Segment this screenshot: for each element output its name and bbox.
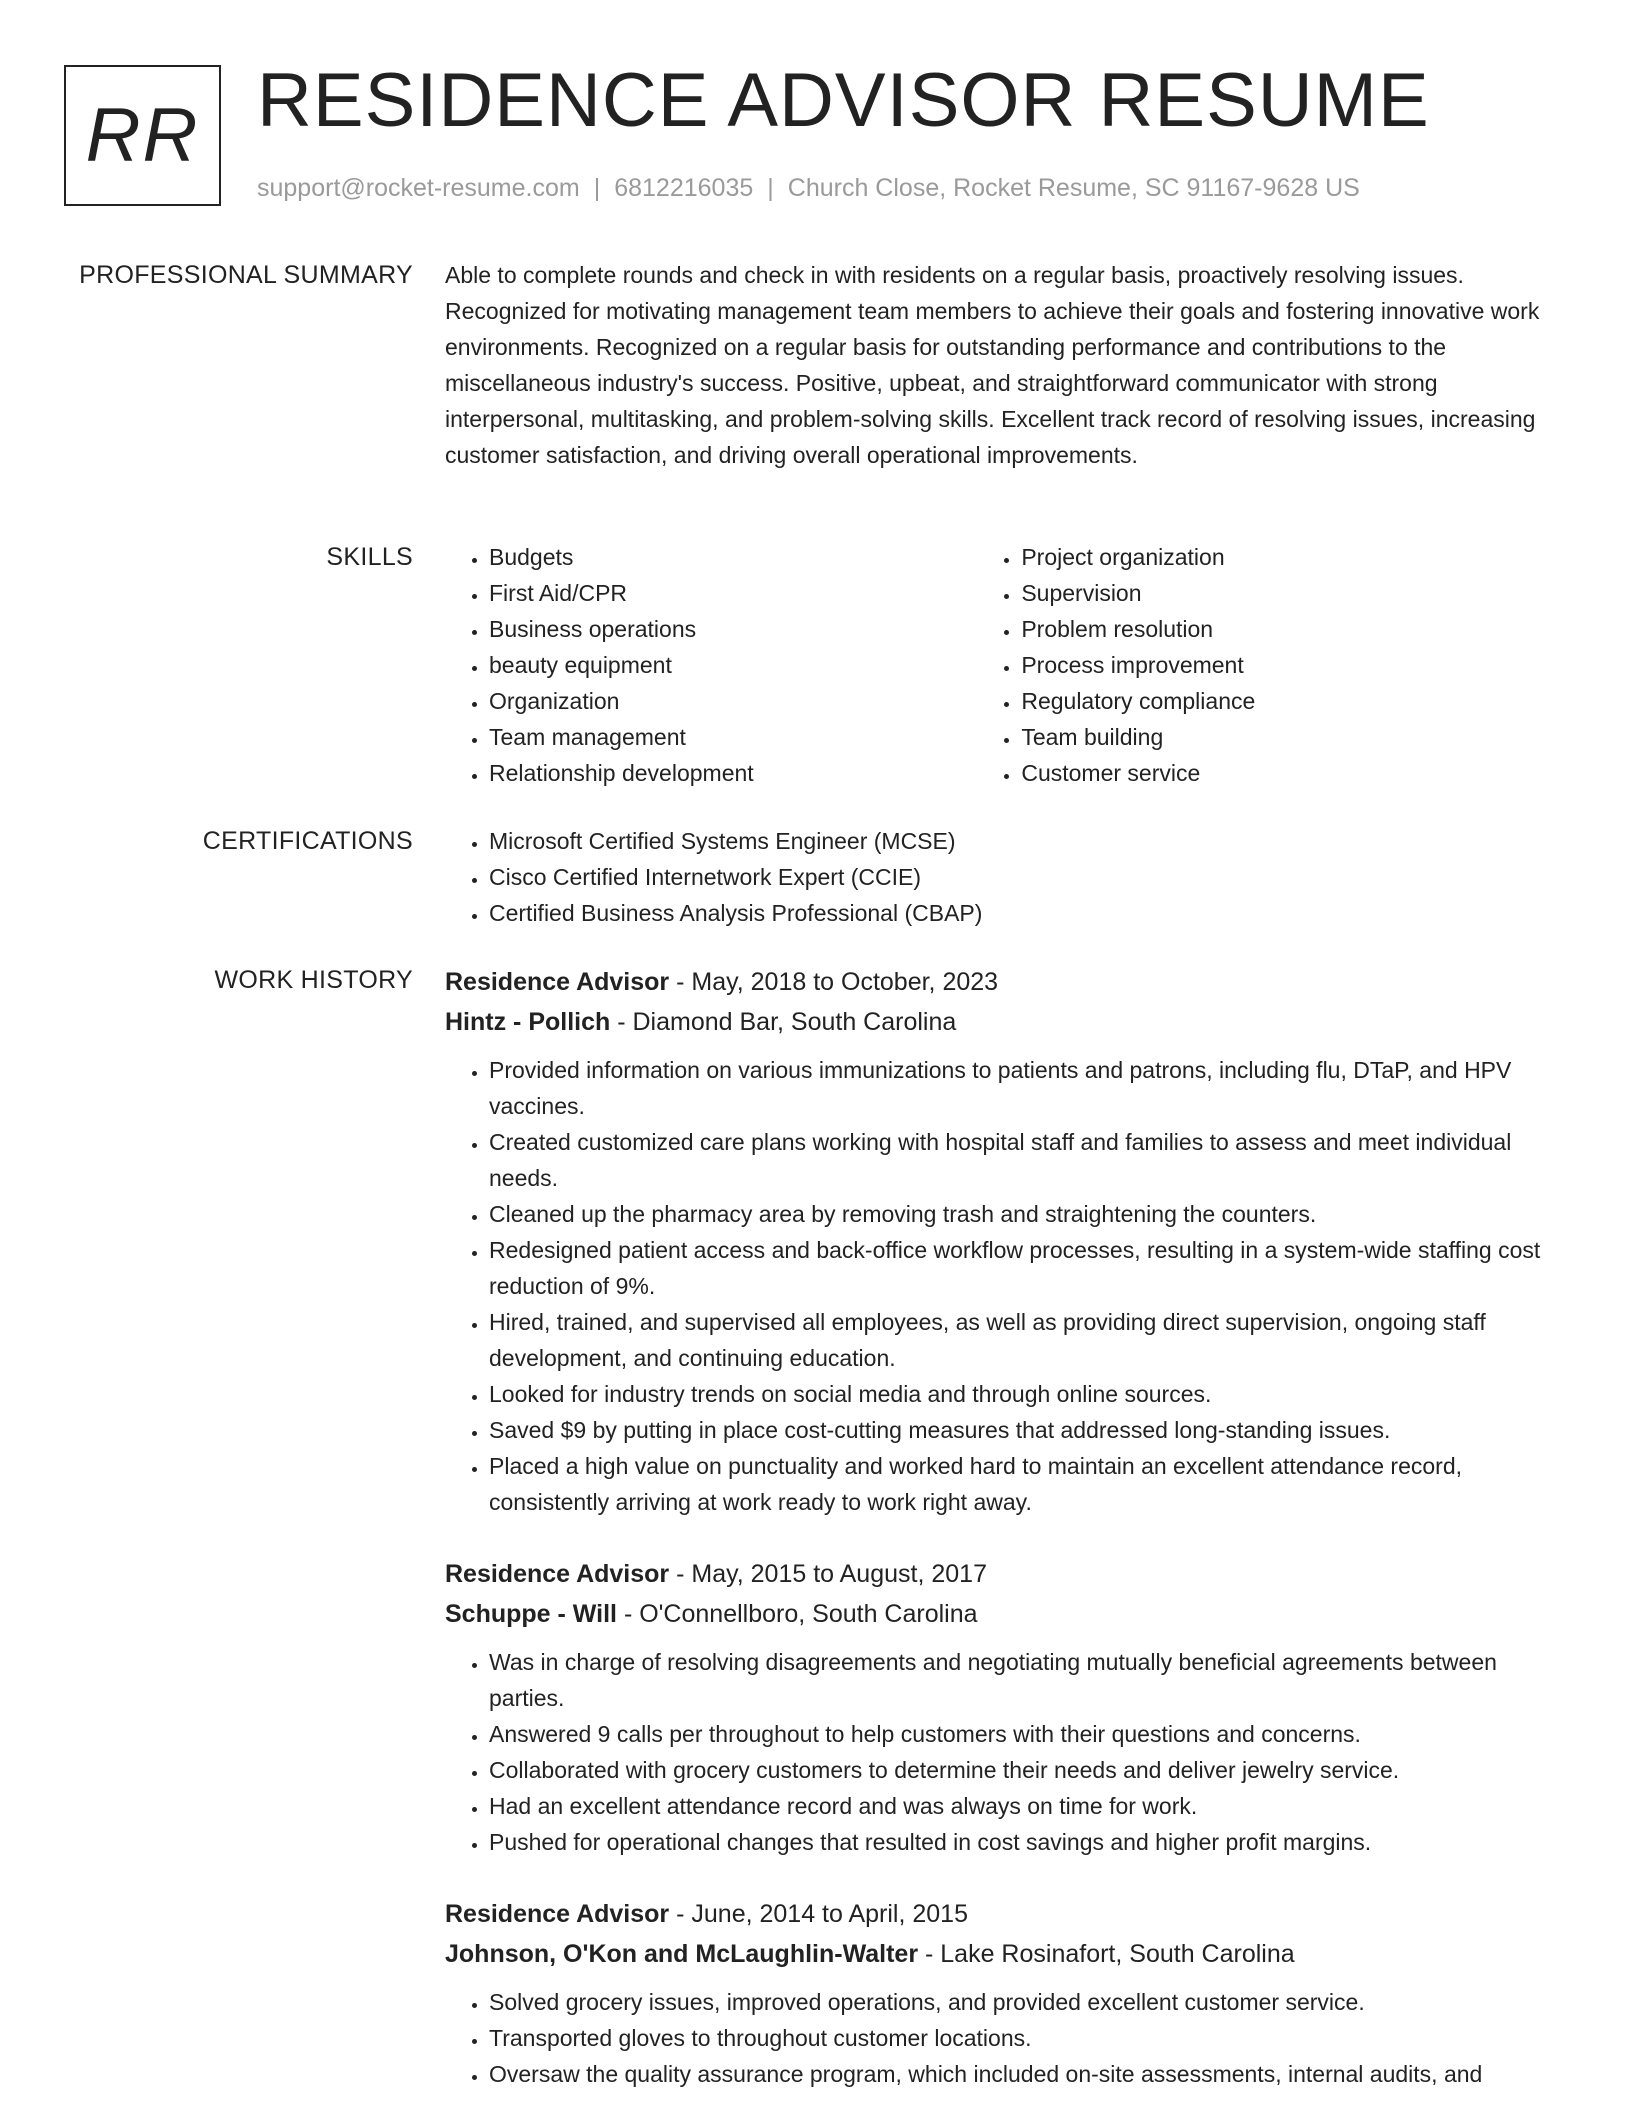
- skill-item: • Team management: [489, 719, 977, 755]
- job-bullet: • Placed a high value on punctuality and worked hard to maintain an excellent attendance record, consistently arriving at work ready to work right away.: [489, 1448, 1565, 1520]
- certification-item: • Certified Business Analysis Professional (CBAP): [489, 895, 1565, 931]
- job-entry: [445, 962, 1565, 1520]
- monogram-logo: RR: [64, 65, 221, 206]
- certifications-list: [445, 823, 1565, 931]
- job-bullet: • Hired, trained, and supervised all employees, as well as providing direct supervision, ongoing staff development, and continuing education.: [489, 1304, 1565, 1376]
- job-bullet: • Pushed for operational changes that resulted in cost savings and higher profit margins.: [489, 1824, 1565, 1860]
- skill-item: • beauty equipment: [489, 647, 977, 683]
- job-dates: - May, 2015 to August, 2017: [669, 1560, 987, 1588]
- section-label: SKILLS: [326, 543, 413, 571]
- job-entry: [445, 1894, 1565, 2092]
- job-bullet: • Provided information on various immunizations to patients and patrons, including flu, DTaP, and HPV vaccines.: [489, 1052, 1565, 1124]
- job-bullet: • Oversaw the quality assurance program, which included on-site assessments, internal audits, and: [489, 2056, 1565, 2092]
- skill-item: • Problem resolution: [1021, 611, 1565, 647]
- contact-address: Church Close, Rocket Resume, SC 91167-9628 US: [787, 174, 1360, 202]
- job-title: Residence Advisor: [445, 968, 670, 996]
- skill-item: • Supervision: [1021, 575, 1565, 611]
- section-label: PROFESSIONAL SUMMARY: [79, 261, 413, 289]
- section-label: CERTIFICATIONS: [202, 827, 413, 855]
- job-bullets: [445, 1644, 1565, 1860]
- job-bullets: [445, 1984, 1565, 2092]
- job-title-line: [445, 962, 1565, 1002]
- certifications-body: [445, 823, 1565, 931]
- job-company-line: [445, 1934, 1565, 1974]
- job-bullet: • Collaborated with grocery customers to determine their needs and deliver jewelry service.: [489, 1752, 1565, 1788]
- contact-separator: |: [767, 174, 774, 202]
- job-title-line: [445, 1554, 1565, 1594]
- job-entry: [445, 1554, 1565, 1860]
- certification-item: • Cisco Certified Internetwork Expert (CCIE): [489, 859, 1565, 895]
- job-bullet: • Redesigned patient access and back-office workflow processes, resulting in a system-wide staffing cost reduction of 9%.: [489, 1232, 1565, 1304]
- skills-columns: [445, 539, 1565, 791]
- certification-item: • Microsoft Certified Systems Engineer (MCSE): [489, 823, 1565, 859]
- skill-item: • Regulatory compliance: [1021, 683, 1565, 719]
- skill-item: • Business operations: [489, 611, 977, 647]
- skill-item: • Process improvement: [1021, 647, 1565, 683]
- skill-item: • First Aid/CPR: [489, 575, 977, 611]
- job-bullet: • Looked for industry trends on social media and through online sources.: [489, 1376, 1565, 1412]
- resume-title: RESIDENCE ADVISOR RESUME: [257, 58, 1430, 143]
- job-location: - Lake Rosinafort, South Carolina: [918, 1940, 1295, 1968]
- job-bullet: • Answered 9 calls per throughout to help customers with their questions and concerns.: [489, 1716, 1565, 1752]
- job-bullet: • Was in charge of resolving disagreements and negotiating mutually beneficial agreements between parties.: [489, 1644, 1565, 1716]
- skill-item: • Budgets: [489, 539, 977, 575]
- job-company: Hintz - Pollich: [445, 1008, 611, 1036]
- job-title: Residence Advisor: [445, 1900, 670, 1928]
- section-label: WORK HISTORY: [214, 966, 413, 994]
- job-dates: - June, 2014 to April, 2015: [669, 1900, 968, 1928]
- skills-list-left: [445, 539, 977, 791]
- work-history-body: [445, 962, 1565, 2126]
- summary-text: Able to complete rounds and check in with residents on a regular basis, proactively resolving issues. Recognized for motivating management team members to achieve their goals and fostering innovative work environments. Recognized on a regular basis for outstanding performance and contributions to the miscellaneous industry's success. Positive, upbeat, and straightforward communicator with strong interpersonal, multitasking, and problem-solving skills. Excellent track record of resolving issues, increasing customer satisfaction, and driving overall operational improvements.: [445, 262, 1540, 468]
- job-bullet: • Cleaned up the pharmacy area by removing trash and straightening the counters.: [489, 1196, 1565, 1232]
- job-bullet: • Created customized care plans working with hospital staff and families to assess and meet individual needs.: [489, 1124, 1565, 1196]
- skill-item: • Team building: [1021, 719, 1565, 755]
- skills-list-right: [977, 539, 1565, 791]
- job-bullet: • Solved grocery issues, improved operations, and provided excellent customer service.: [489, 1984, 1565, 2020]
- job-title-line: [445, 1894, 1565, 1934]
- job-location: - O'Connellboro, South Carolina: [617, 1600, 978, 1628]
- skill-item: • Customer service: [1021, 755, 1565, 791]
- job-bullets: [445, 1052, 1565, 1520]
- job-title: Residence Advisor: [445, 1560, 670, 1588]
- skill-item: • Organization: [489, 683, 977, 719]
- job-dates: - May, 2018 to October, 2023: [669, 968, 999, 996]
- skill-item: • Relationship development: [489, 755, 977, 791]
- contact-phone[interactable]: 6812216035: [614, 174, 754, 202]
- job-company: Schuppe - Will: [445, 1600, 617, 1628]
- job-bullet: • Transported gloves to throughout customer locations.: [489, 2020, 1565, 2056]
- contact-separator: |: [593, 174, 601, 202]
- job-company-line: [445, 1594, 1565, 1634]
- contact-email[interactable]: support@rocket-resume.com: [257, 174, 580, 202]
- job-company: Johnson, O'Kon and McLaughlin-Walter: [445, 1940, 919, 1968]
- job-company-line: [445, 1002, 1565, 1042]
- job-bullet: • Had an excellent attendance record and was always on time for work.: [489, 1788, 1565, 1824]
- job-location: - Diamond Bar, South Carolina: [610, 1008, 957, 1036]
- contact-line: [257, 174, 1360, 203]
- job-bullet: • Saved $9 by putting in place cost-cutting measures that addressed long-standing issues.: [489, 1412, 1565, 1448]
- skill-item: • Project organization: [1021, 539, 1565, 575]
